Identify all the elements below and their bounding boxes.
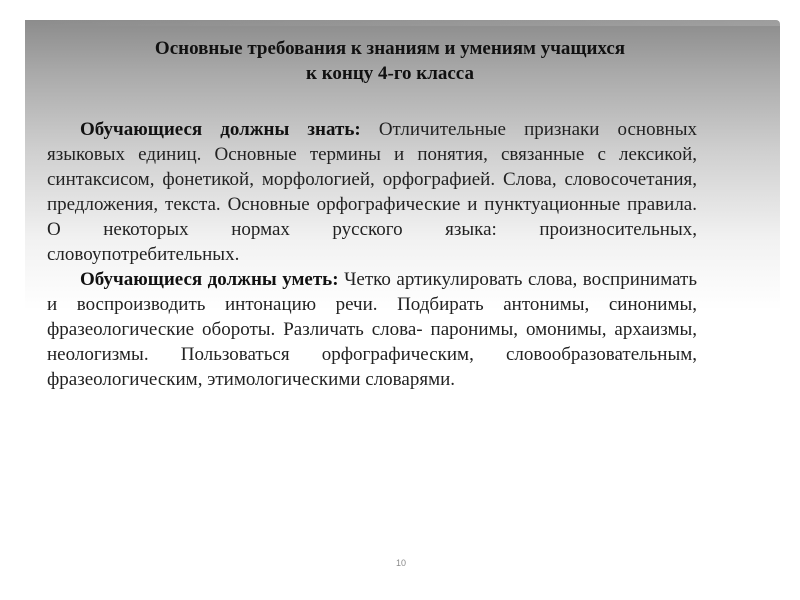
paragraph-able-heading: Обучающиеся должны уметь: xyxy=(80,269,339,290)
paragraph-able-text: Четко артикулировать слова, воспринимать и воспроизводить интонацию речи. Подбирать антонимы, синонимы, фразеологические обороты. Различать слова- паронимы, омонимы, архаизмы, неологизмы. Пользоваться орфографическим, словообразовательным, фразеологическим, этимологическими словарями. xyxy=(47,269,697,390)
title-line-2: к концу 4-го класса xyxy=(306,63,474,84)
slide-title xyxy=(50,36,730,86)
gradient-edge xyxy=(25,20,780,26)
slide-body xyxy=(47,117,697,392)
paragraph-know xyxy=(47,117,697,267)
paragraph-know-heading: Обучающиеся должны знать: xyxy=(80,119,361,140)
page-number: 10 xyxy=(395,558,406,568)
paragraph-know-text: Отличительные признаки основных языковых единиц. Основные термины и понятия, связанные с лексикой, синтаксисом, фонетикой, морфологией, орфографией. Слова, словосочетания, предложения, текста. Основные орфографические и пунктуационные правила. О некоторых нормах русского языка: произносительных, словоупотребительных. xyxy=(47,119,697,265)
title-line-1: Основные требования к знаниям и умениям учащихся xyxy=(154,38,626,59)
paragraph-able xyxy=(47,267,697,392)
